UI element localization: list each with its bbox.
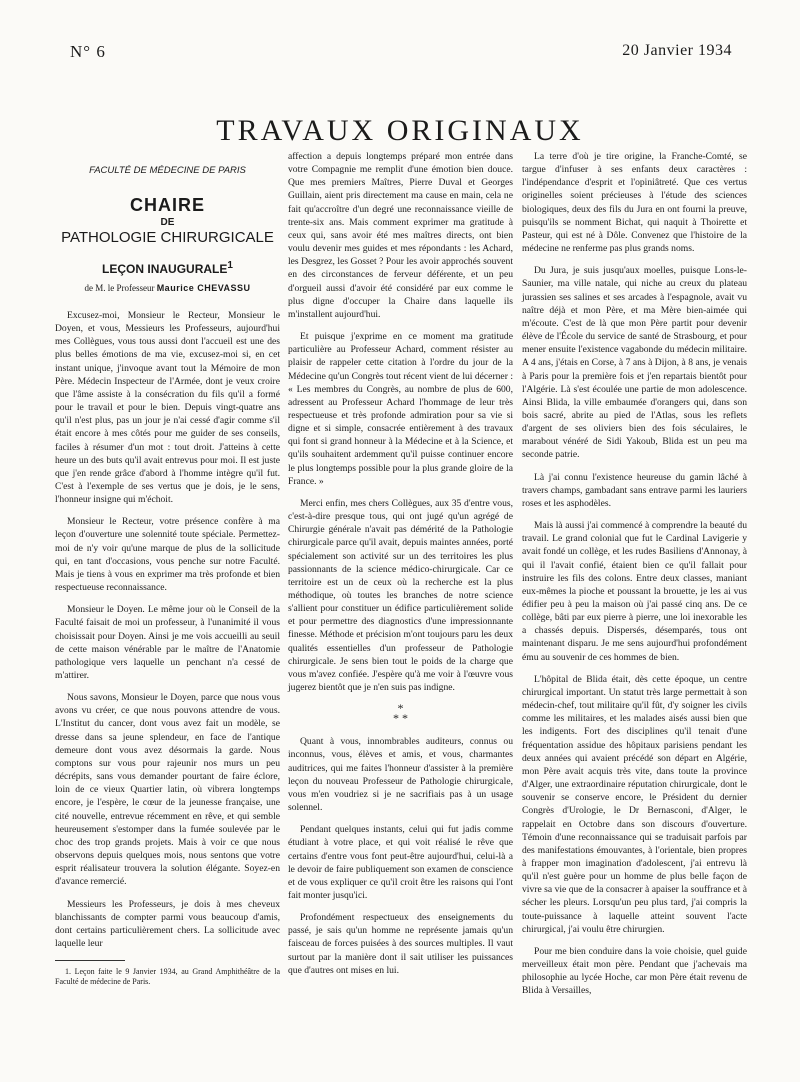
column-3	[522, 150, 747, 1007]
faculty-line: FACULTÉ DE MÉDECINE DE PARIS	[89, 165, 246, 176]
paragraph: Monsieur le Recteur, votre présence confère à ma leçon d'ouverture une solennité toute spéciale. Permettez-moi de n'y voir qu'une marque de plus de la sollicitude qui, en tant d'occasions, vous penche sur notre Faculté. Mais je tiens à vous en exprimer ma très profonde et bien respectueuse reconnaissance.	[55, 516, 280, 594]
lecon-title: LEÇON INAUGURALE	[102, 261, 228, 276]
paragraph: Mais là aussi j'ai commencé à comprendre la beauté du travail. Le grand colonial que fut le Cardinal Lavigerie y avait fondé un collège, et les rudes Basiliens d'Annonay, à qui il l'avait confié, étaient bien ce qu'il fallait pour instruire les fils des colons. Entre deux classes, maniant eux-mêmes la pioche et poussant la brouette, je les ai vus édifier peu à peu la maison où j'ai passé cinq ans. De ce collège, bâti par eux pierre à pierre, une loi inexorable les a chassés depuis. Dispersés, désemparés, tous ont maintenant disparu. Je me sens aujourd'hui profondément ému au souvenir de ces hommes de bien.	[522, 520, 747, 663]
paragraph: Pendant quelques instants, celui qui fut jadis comme étudiant à votre place, et qui voit réalisé le rêve que certains d'entre vous font peut-être aujourd'hui, celui-là a le devoir de faire publiquement son examen de conscience et de vous expliquer ce qu'il croit être les raisons qui l'ont fait monter jusqu'ici.	[288, 824, 513, 901]
paragraph: La terre d'où je tire origine, la Franche-Comté, se targue d'infuser à ses enfants deux caractères : l'indépendance d'esprit et l'opiniâtreté. Que ces vertus originelles soient précieuses à l'étude des sciences biologiques, deux des fils du Jura en ont fourni la preuve, puisqu'ils se nomment Bichat, qui naquit à Thoirette et Pasteur, qui est né à Dôle. Convenez que l'histoire de la médecine ne renferme pas plus grands noms.	[522, 151, 747, 255]
de-heading: DE	[160, 217, 175, 229]
column-2	[288, 150, 513, 986]
paragraph: L'hôpital de Blida était, dès cette époque, un centre chirurgical important. Un statut très large permettait à son médecin-chef, tout militaire qu'il fût, d'y soigner les civils comme les militaires, et les malades aisés aussi bien que les indigents. Fort des disciplines qu'il tenait d'une fréquentation assidue des hôpitaux parisiens pendant les deux années qui avaient précédé son départ en Algérie, mon Père avait acquis très vite, dans toute la province d'Alger, une extraordinaire réputation chirurgicale, dont le souvenir se conserve encore, le Président du dernier Congrès d'Urologie, le Dr Bernasconi, d'Alger, le rappelait en Octobre dans son discours d'ouverture. Témoin d'une reconnaissance qui se traduisait parfois par des manifestations émouvantes, à l'orientale, bien propres à frapper mon imagination d'adolescent, j'ai entrevu là qu'il n'est guère pour un homme de plus belle façon de vivre sa vie que de la consacrer à apaiser la souffrance et à sécher les pleurs. Lorsqu'un peu plus tard, j'ai compris la toute-puissance à laquelle atteint souvent l'acte chirurgical, j'ai voulu être chirurgien.	[522, 673, 747, 935]
paragraph: Messieurs les Professeurs, je dois à mes cheveux blanchissants de compter parmi vous beaucoup d'amis, dont certains particulièrement chers. La sollicitude avec laquelle leur	[55, 898, 280, 949]
paragraph: Là j'ai connu l'existence heureuse du gamin lâché à travers champs, gambadant sans entrave parmi les lauriers roses et les asphodèles.	[522, 471, 747, 509]
asterism-divider: * * *	[393, 701, 408, 726]
paragraph: Du Jura, je suis jusqu'aux moelles, puisque Lons-le-Saunier, ma ville natale, qui niche au creux du plateau jurassien ses salines et ses arcades à l'espagnole, avait vu naître déjà et mon Père, et ma Mère bien-aimée qui m'écoute. C'est de là que mon Père partit pour devenir élève de l'École du service de santé de Strasbourg, et pour mener ensuite l'existence vagabonde du médecin militaire. A 4 ans, j'étais en Corse, à 7 ans à Dijon, à 8 ans, je venais à Paris pour la première fois et j'en repartais bientôt pour l'Algérie. Là s'est écoulée une partie de mon adolescence. Ainsi Blida, la ville embaumée d'orangers qui, dans son bois sacré, abrite au pied de l'Atlas, sous les reflets d'argent de ses oliviers bien des fois séculaires, le marabout vénéré de Sidi Yakoub, Blida est un peu ma seconde patrie.	[522, 265, 747, 461]
paragraph: Et puisque j'exprime en ce moment ma gratitude particulière au Professeur Achard, comment résister au plaisir de rappeler cette citation à l'ordre du jour de la Médecine qu'un Congrès tout récent vient de lui décerner : « Les membres du Congrès, au nombre de plus de 600, adressent au Professeur Achard l'hommage de leur très respectueuse et très profonde admiration pour sa vie si digne et si simple, consacrée entièrement à des travaux qui font si grand honneur à la Médecine et à la Science, et qu'ils souhaitent ardemment qu'il puisse continuer encore le plus longtemps possible pour la plus grande gloire de la France. »	[288, 331, 513, 487]
footnote: 1. Leçon faite le 9 Janvier 1934, au Grand Amphithéâtre de la Faculté de médecine de Paris.	[55, 967, 280, 987]
paragraph: Monsieur le Doyen. Le même jour où le Conseil de la Faculté faisait de moi un professeur, à l'unanimité il vous choisissait pour Doyen. Ainsi je me vois accueilli au seuil de cette maison vénérable par le maître de l'Anatomie pathologique vers laquelle un penchant n'a cessé de m'attirer.	[55, 604, 280, 681]
paragraph: Quant à vous, innombrables auditeurs, connus ou inconnus, vous, élèves et amis, et vous, charmantes auditrices, qui me faites l'honneur d'assister à la première leçon du nouveau Professeur de Pathologie chirurgicale, vous m'en voudriez si je ne sacrifiais pas à un usage solennel.	[288, 736, 513, 814]
paragraph: Excusez-moi, Monsieur le Recteur, Monsieur le Doyen, et vous, Messieurs les Professeurs, aujourd'hui mes Collègues, vous tous aussi dont l'accueil est une des plus belles émotions de ma vie, excusez-moi si, en cet instant unique, j'invoque avant tout la Mémoire de mon Père. Médecin Inspecteur de l'Armée, dont je veux croire que l'âme assiste à la consécration du fils qu'il a formé pour le travail et pour le bien. Depuis vingt-quatre ans qu'il n'est plus, pas un jour je n'ai cessé d'agir comme s'il était encore à mes côtés pour me guider de ses conseils, faciles à résumer d'un mot : tout droit. J'atteins à cette heure un des buts qu'il avait entrevus pour moi. Il est juste que j'en rende grâce d'abord à l'homme intègre qu'il fut. C'est à l'exemple de ses vertus que je dois, je le sens, l'honneur insigne qui m'échoit.	[55, 309, 280, 506]
column-1	[55, 150, 280, 987]
paragraph: Nous savons, Monsieur le Doyen, parce que nous vous avons vu créer, ce que nous pouvons attendre de vous. L'Institut du cancer, dont vous avez fait un modèle, se dresse dans sa jeune splendeur, en face de l'antique demeure dont vous avez désormais la garde. Nous comptons sur vous pour rajeunir nos murs un peu décrépits, sans vous demander pourtant de faire éclore, loin de ce vieux Quartier latin, où vibrera longtemps encore, je l'espère, le cœur de la jeunesse française, une cité nouvelle, entrevue récemment en rêve, et qui semble heureusement s'estomper dans la fumée soulevée par le choc des trop grands projets. Mais à voir ce que nous observons depuis quelques mois, nous sentons que votre esprit réalisateur trouvera la solution élégante. Soyez-en d'avance remercié.	[55, 692, 280, 888]
paragraph: Pour me bien conduire dans la voie choisie, quel guide merveilleux était mon père. Pendant que j'achevais ma philosophie au lycée Hoche, car mon Père était revenu de Blida à Versailles,	[522, 945, 747, 997]
author-line	[55, 282, 280, 295]
paragraph: Merci enfin, mes chers Collègues, aux 35 d'entre vous, c'est-à-dire presque tous, qui ont jugé qu'un agrégé de Chirurgie générale n'avait pas démérité de la Pathologie chirurgicale parce qu'il avait, depuis maintes années, porté spécialement son activité sur un des territoires les plus passionnants de la science médico-chirurgicale. Car ce territoire est un de ceux où la recherche est la plus méthodique, où toutes les branches de notre science s'allient pour constituer un édifice particulièrement solide et pour permettre des diagnostics d'une impressionnante finesse. Méthode et précision m'ont toujours paru les deux qualités essentielles d'un professeur de Pathologie chirurgicale. Je sens bien tout le poids de la charge que vous m'avez confiée. J'espère qu'à me voir à l'œuvre vous jugerez bientôt que je n'en suis pas indigne.	[288, 497, 513, 694]
discipline-heading: PATHOLOGIE CHIRURGICALE	[61, 229, 274, 247]
lecon-heading	[55, 259, 280, 276]
footnote-rule	[55, 960, 125, 961]
author-prefix: de M. le Professeur	[84, 282, 155, 293]
issue-date: 20 Janvier 1934	[622, 42, 732, 59]
author-name: Maurice CHEVASSU	[156, 282, 251, 293]
paragraph: Profondément respectueux des enseignements du passé, je sais qu'un homme ne représente jamais qu'un faisceau de forces puisées à des sources multiples. Il vaut surtout par la manière dont il sait utiliser les puissances que d'autres ont mises en lui.	[288, 912, 513, 976]
chaire-heading: CHAIRE	[129, 195, 205, 216]
paragraph: affection a depuis longtemps préparé mon entrée dans votre Compagnie me remplit d'une émotion bien douce. Que mes premiers Maîtres, Pierre Duval et Georges Guillain, aient pris directement ma cause en main, cela ne fait qu'accroître d'un degré une reconnaissance vieille de trente-six ans. Mais comment exprimer ma gratitude à ceux qui, sans avoir été mes maîtres directs, ont bien voulu devenir mes guides et mes répondants : les Achard, les Desgrez, les Gosset ? Pour les avoir approchés souvent en des circonstances de ferveur déférente, et un peu d'orgueil aussi d'avoir été considéré par eux comme le plus digne d'occuper la Chaire dans laquelle ils m'installent aujourd'hui.	[288, 151, 513, 320]
section-title: TRAVAUX ORIGINAUX	[216, 114, 584, 148]
footnote-mark: 1	[227, 259, 233, 271]
issue-number: N° 6	[70, 42, 106, 61]
